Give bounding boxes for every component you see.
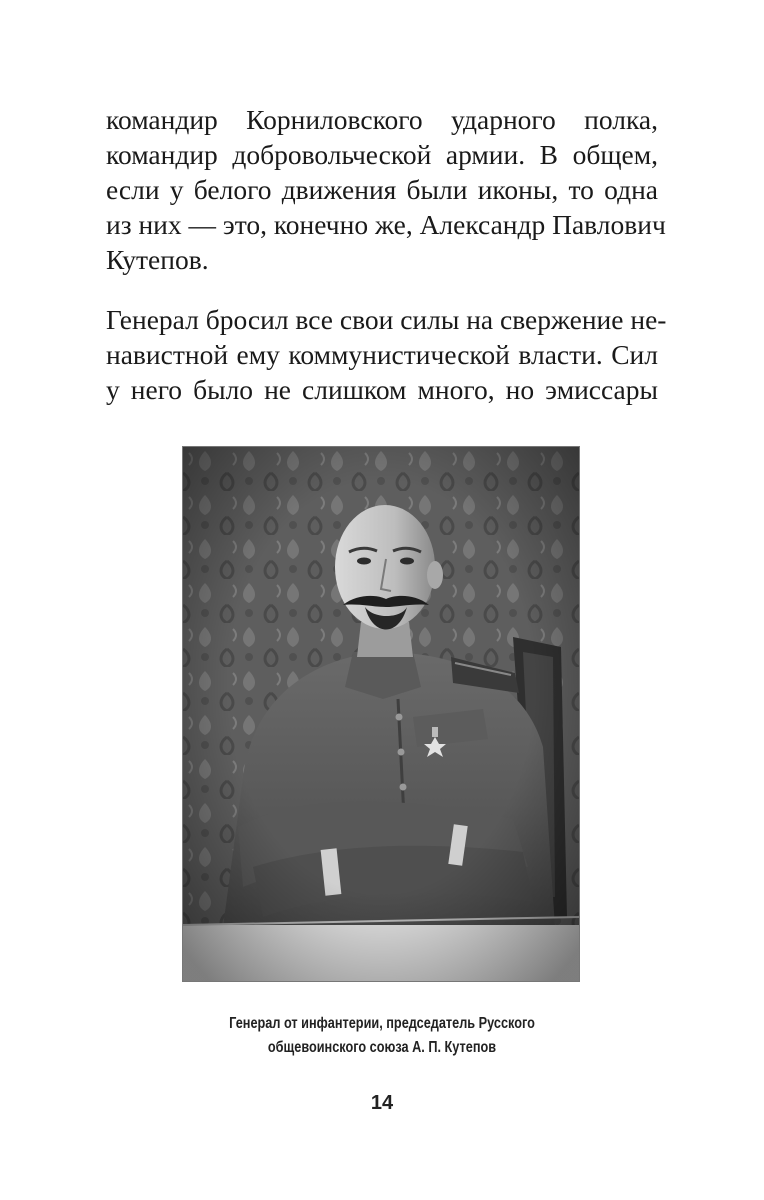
paragraph-1 bbox=[106, 102, 666, 277]
caption-line: общевоинского союза А. П. Кутепов bbox=[267, 1039, 497, 1056]
page-number: 14 bbox=[370, 1092, 394, 1114]
portrait-photo bbox=[182, 446, 580, 982]
paragraph-2 bbox=[106, 302, 667, 407]
photo-caption bbox=[192, 1012, 572, 1060]
text-line: Генерал бросил все свои силы на свержение не- bbox=[106, 304, 667, 335]
text-line: командир Корниловского ударного полка, bbox=[106, 104, 658, 135]
text-line: если у белого движения были иконы, то одна bbox=[106, 174, 658, 205]
text-line: у него было не слишком много, но эмиссары bbox=[106, 374, 658, 405]
text-line: из них — это, конечно же, Александр Павлович bbox=[106, 209, 666, 240]
portrait-illustration bbox=[183, 447, 579, 981]
caption-line: Генерал от инфантерии, председатель Русского bbox=[229, 1015, 535, 1032]
text-line: навистной ему коммунистической власти. Сил bbox=[106, 339, 658, 370]
text-line: Кутепов. bbox=[106, 244, 209, 275]
text-line: командир добровольческой армии. В общем, bbox=[106, 139, 658, 170]
